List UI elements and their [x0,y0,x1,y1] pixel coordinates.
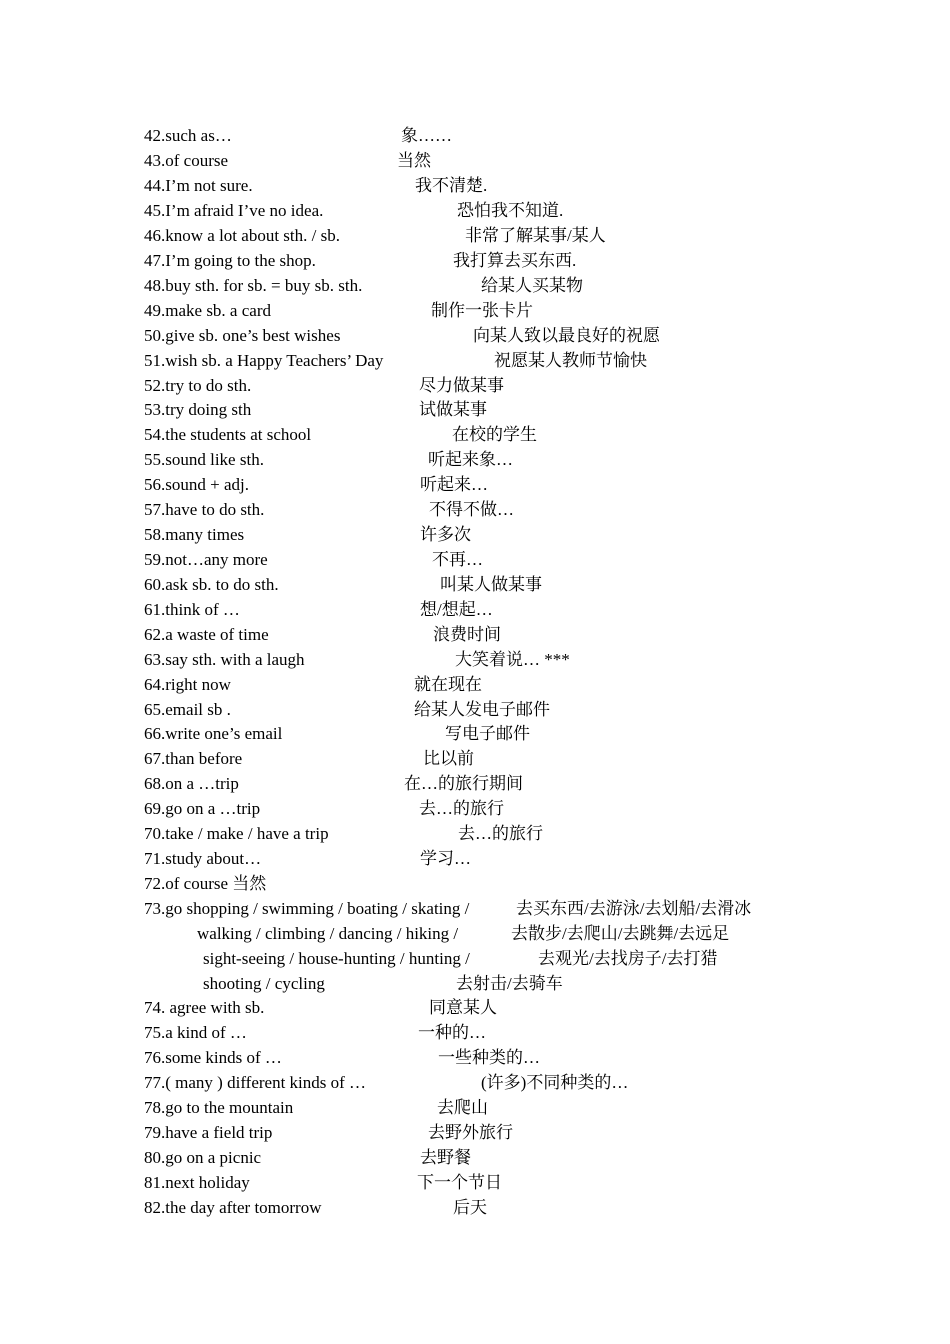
vocab-line [0,947,950,971]
vocab-line [0,1046,950,1070]
vocab-line [0,274,950,298]
chinese-meaning: 大笑着说… *** [455,650,570,669]
english-phrase: 71.study about… [144,849,262,868]
chinese-meaning: 去…的旅行 [458,824,543,843]
chinese-meaning: 去观光/去找房子/去打猎 [538,949,718,968]
vocab-line [0,1171,950,1195]
chinese-meaning: 去野外旅行 [428,1123,513,1142]
english-phrase: 54.the students at school [144,425,312,444]
chinese-meaning: 学习… [420,849,471,868]
chinese-meaning: 想/想起… [420,600,493,619]
chinese-meaning: 写电子邮件 [445,724,530,743]
english-phrase: 63.say sth. with a laugh [144,650,305,669]
english-phrase: 69.go on a …trip [144,799,261,818]
chinese-meaning: 叫某人做某事 [440,575,542,594]
english-phrase: 58.many times [144,525,245,544]
english-phrase: 59.not…any more [144,550,268,569]
english-phrase: 79.have a field trip [144,1123,273,1142]
vocab-line [0,349,950,373]
vocab-line [0,797,950,821]
english-phrase: walking / climbing / dancing / hiking / [197,924,459,943]
chinese-meaning: 一些种类的… [438,1048,540,1067]
vocab-line [0,1146,950,1170]
english-phrase: 64.right now [144,675,231,694]
english-phrase: 55.sound like sth. [144,450,264,469]
english-phrase: 78.go to the mountain [144,1098,294,1117]
vocab-line [0,822,950,846]
english-phrase: 72.of course 当然 [144,874,267,893]
chinese-meaning: 去散步/去爬山/去跳舞/去远足 [511,924,730,943]
english-phrase: 47.I’m going to the shop. [144,251,316,270]
english-phrase: 75.a kind of … [144,1023,247,1042]
english-phrase: 52.try to do sth. [144,376,252,395]
vocab-line [0,523,950,547]
english-phrase: 57.have to do sth. [144,500,265,519]
vocab-line [0,299,950,323]
vocab-line [0,224,950,248]
chinese-meaning: 恐怕我不知道. [457,201,564,220]
vocab-line [0,747,950,771]
english-phrase: 53.try doing sth [144,400,252,419]
chinese-meaning: 去爬山 [437,1098,488,1117]
vocab-line [0,722,950,746]
chinese-meaning: (许多)不同种类的… [481,1073,629,1092]
chinese-meaning: 去射击/去骑车 [456,974,563,993]
english-phrase: 65.email sb . [144,700,231,719]
chinese-meaning: 非常了解某事/某人 [465,226,606,245]
vocab-line [0,1096,950,1120]
english-phrase: 80.go on a picnic [144,1148,262,1167]
chinese-meaning: 祝愿某人教师节愉快 [494,351,647,370]
chinese-meaning: 听起来… [420,475,488,494]
vocab-line [0,374,950,398]
english-phrase: 48.buy sth. for sb. = buy sb. sth. [144,276,363,295]
vocab-line [0,124,950,148]
chinese-meaning: 象…… [401,126,452,145]
english-phrase: 62.a waste of time [144,625,269,644]
english-phrase: sight-seeing / house-hunting / hunting / [203,949,470,968]
chinese-meaning: 去…的旅行 [419,799,504,818]
chinese-meaning: 比以前 [423,749,474,768]
chinese-meaning: 我打算去买东西. [453,251,577,270]
english-phrase: 76.some kinds of … [144,1048,282,1067]
vocab-line [0,847,950,871]
vocab-line [0,548,950,572]
vocab-line [0,498,950,522]
chinese-meaning: 就在现在 [414,675,482,694]
vocab-line [0,1071,950,1095]
english-phrase: 70.take / make / have a trip [144,824,329,843]
chinese-meaning: 给某人发电子邮件 [414,700,550,719]
vocab-line [0,324,950,348]
chinese-meaning: 一种的… [418,1023,486,1042]
vocab-line [0,199,950,223]
english-phrase: 44.I’m not sure. [144,176,253,195]
english-phrase: 43.of course [144,151,229,170]
vocab-line [0,573,950,597]
chinese-meaning: 制作一张卡片 [431,301,533,320]
english-phrase: 67.than before [144,749,243,768]
chinese-meaning: 当然 [397,151,431,170]
vocab-line [0,772,950,796]
vocab-line [0,423,950,447]
vocab-line [0,174,950,198]
english-phrase: 50.give sb. one’s best wishes [144,326,341,345]
english-phrase: 74. agree with sb. [144,998,265,1017]
vocab-line [0,249,950,273]
english-phrase: 73.go shopping / swimming / boating / skating / [144,899,470,918]
vocab-line [0,1196,950,1220]
chinese-meaning: 浪费时间 [433,625,501,644]
chinese-meaning: 后天 [453,1198,487,1217]
english-phrase: 49.make sb. a card [144,301,271,320]
chinese-meaning: 下一个节日 [417,1173,502,1192]
english-phrase: 66.write one’s email [144,724,283,743]
vocab-line [0,648,950,672]
vocab-line [0,473,950,497]
chinese-meaning: 向某人致以最良好的祝愿 [473,326,660,345]
chinese-meaning: 不再… [432,550,483,569]
vocab-line [0,1021,950,1045]
english-phrase: 61.think of … [144,600,240,619]
vocab-line [0,448,950,472]
chinese-meaning: 听起来象… [428,450,513,469]
vocab-line [0,922,950,946]
english-phrase: 68.on a …trip [144,774,239,793]
vocab-line [0,673,950,697]
chinese-meaning: 许多次 [420,525,471,544]
vocab-line [0,972,950,996]
english-phrase: 77.( many ) different kinds of … [144,1073,367,1092]
english-phrase: 42.such as… [144,126,232,145]
chinese-meaning: 去买东西/去游泳/去划船/去滑冰 [516,899,752,918]
vocab-line [0,996,950,1020]
english-phrase: shooting / cycling [203,974,325,993]
chinese-meaning: 在校的学生 [452,425,537,444]
vocab-line [0,398,950,422]
chinese-meaning: 我不清楚. [415,176,488,195]
english-phrase: 56.sound + adj. [144,475,249,494]
vocab-line [0,872,950,896]
chinese-meaning: 不得不做… [429,500,514,519]
chinese-meaning: 在…的旅行期间 [404,774,523,793]
vocab-line [0,897,950,921]
chinese-meaning: 给某人买某物 [481,276,583,295]
chinese-meaning: 同意某人 [429,998,497,1017]
english-phrase: 45.I’m afraid I’ve no idea. [144,201,324,220]
chinese-meaning: 去野餐 [420,1148,471,1167]
chinese-meaning: 试做某事 [419,400,487,419]
english-phrase: 82.the day after tomorrow [144,1198,322,1217]
english-phrase: 81.next holiday [144,1173,250,1192]
vocab-line [0,1121,950,1145]
chinese-meaning: 尽力做某事 [419,376,504,395]
vocab-line [0,623,950,647]
english-phrase: 60.ask sb. to do sth. [144,575,279,594]
english-phrase: 46.know a lot about sth. / sb. [144,226,340,245]
vocab-line [0,149,950,173]
vocab-line [0,598,950,622]
vocab-line [0,698,950,722]
english-phrase: 51.wish sb. a Happy Teachers’ Day [144,351,384,370]
